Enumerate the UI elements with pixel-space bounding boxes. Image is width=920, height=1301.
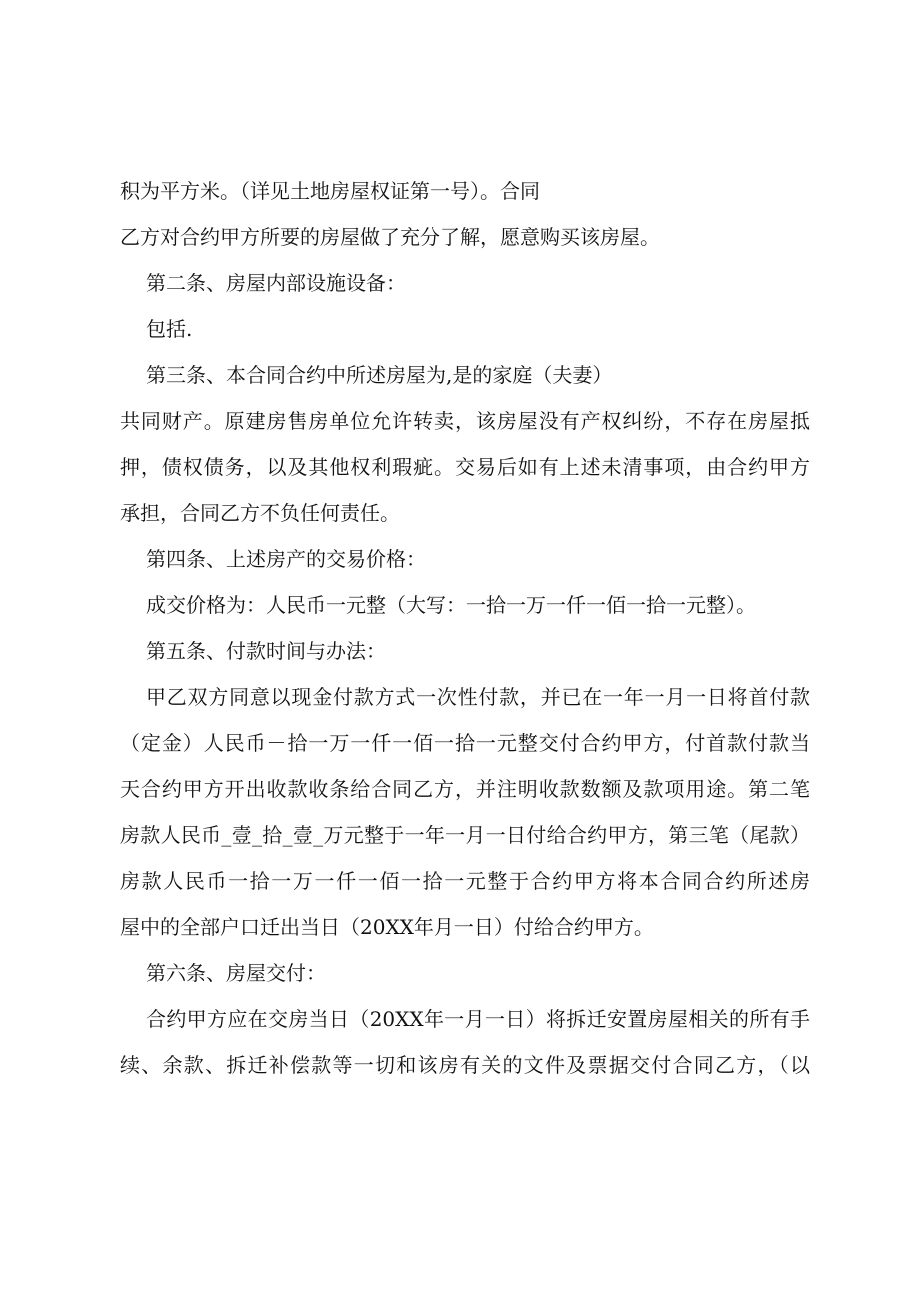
clause-5-heading: 第五条、付款时间与办法： — [146, 639, 386, 663]
text-line-19: 合约甲方应在交房当日（20XX年一月一日）将拆迁安置房屋相关的所有手 — [146, 1007, 810, 1031]
clause-4-heading: 第四条、上述房产的交易价格： — [146, 547, 426, 571]
text-line-16: 房款人民币一拾一万一仟一佰一拾一元整于合约甲方将本合同合约所述房 — [120, 869, 810, 893]
text-line-2: 乙方对合约甲方所要的房屋做了充分了解，愿意购买该房屋。 — [120, 225, 660, 249]
clause-6-heading: 第六条、房屋交付： — [146, 961, 326, 985]
document-body — [120, 168, 810, 1088]
text-line-1: 积为平方米。（详见土地房屋权证第一号）。合同 — [120, 179, 540, 203]
text-line-13: （定金）人民币－拾一万一仟一佰一拾一元整交付合约甲方，付首款付款当 — [120, 731, 810, 755]
text-line-8: 承担，合同乙方不负任何责任。 — [120, 501, 400, 525]
text-line-12: 甲乙双方同意以现金付款方式一次性付款，并已在一年一月一日将首付款 — [146, 685, 810, 709]
text-line-14: 天合约甲方开出收款收条给合同乙方，并注明收款数额及款项用途。第二笔 — [120, 777, 810, 801]
text-line-4: 包括. — [146, 317, 193, 341]
text-line-6: 共同财产。原建房售房单位允许转卖，该房屋没有产权纠纷，不存在房屋抵 — [120, 409, 810, 433]
text-line-10: 成交价格为：人民币一元整（大写：一拾一万一仟一佰一拾一元整）。 — [146, 593, 756, 617]
clause-2-heading: 第二条、房屋内部设施设备： — [146, 271, 406, 295]
text-line-7: 押，债权债务，以及其他权利瑕疵。交易后如有上述未清事项，由合约甲方 — [120, 455, 810, 479]
clause-3-heading: 第三条、本合同合约中所述房屋为,是的家庭（夫妻） — [146, 363, 613, 387]
text-line-20: 续、余款、拆迁补偿款等一切和该房有关的文件及票据交付合同乙方，（以 — [120, 1053, 810, 1077]
text-line-17: 屋中的全部户口迁出当日（20XX年月一日）付给合约甲方。 — [120, 915, 654, 939]
text-line-15: 房款人民币_壹_拾_壹_万元整于一年一月一日付给合约甲方，第三笔（尾款） — [120, 823, 810, 847]
